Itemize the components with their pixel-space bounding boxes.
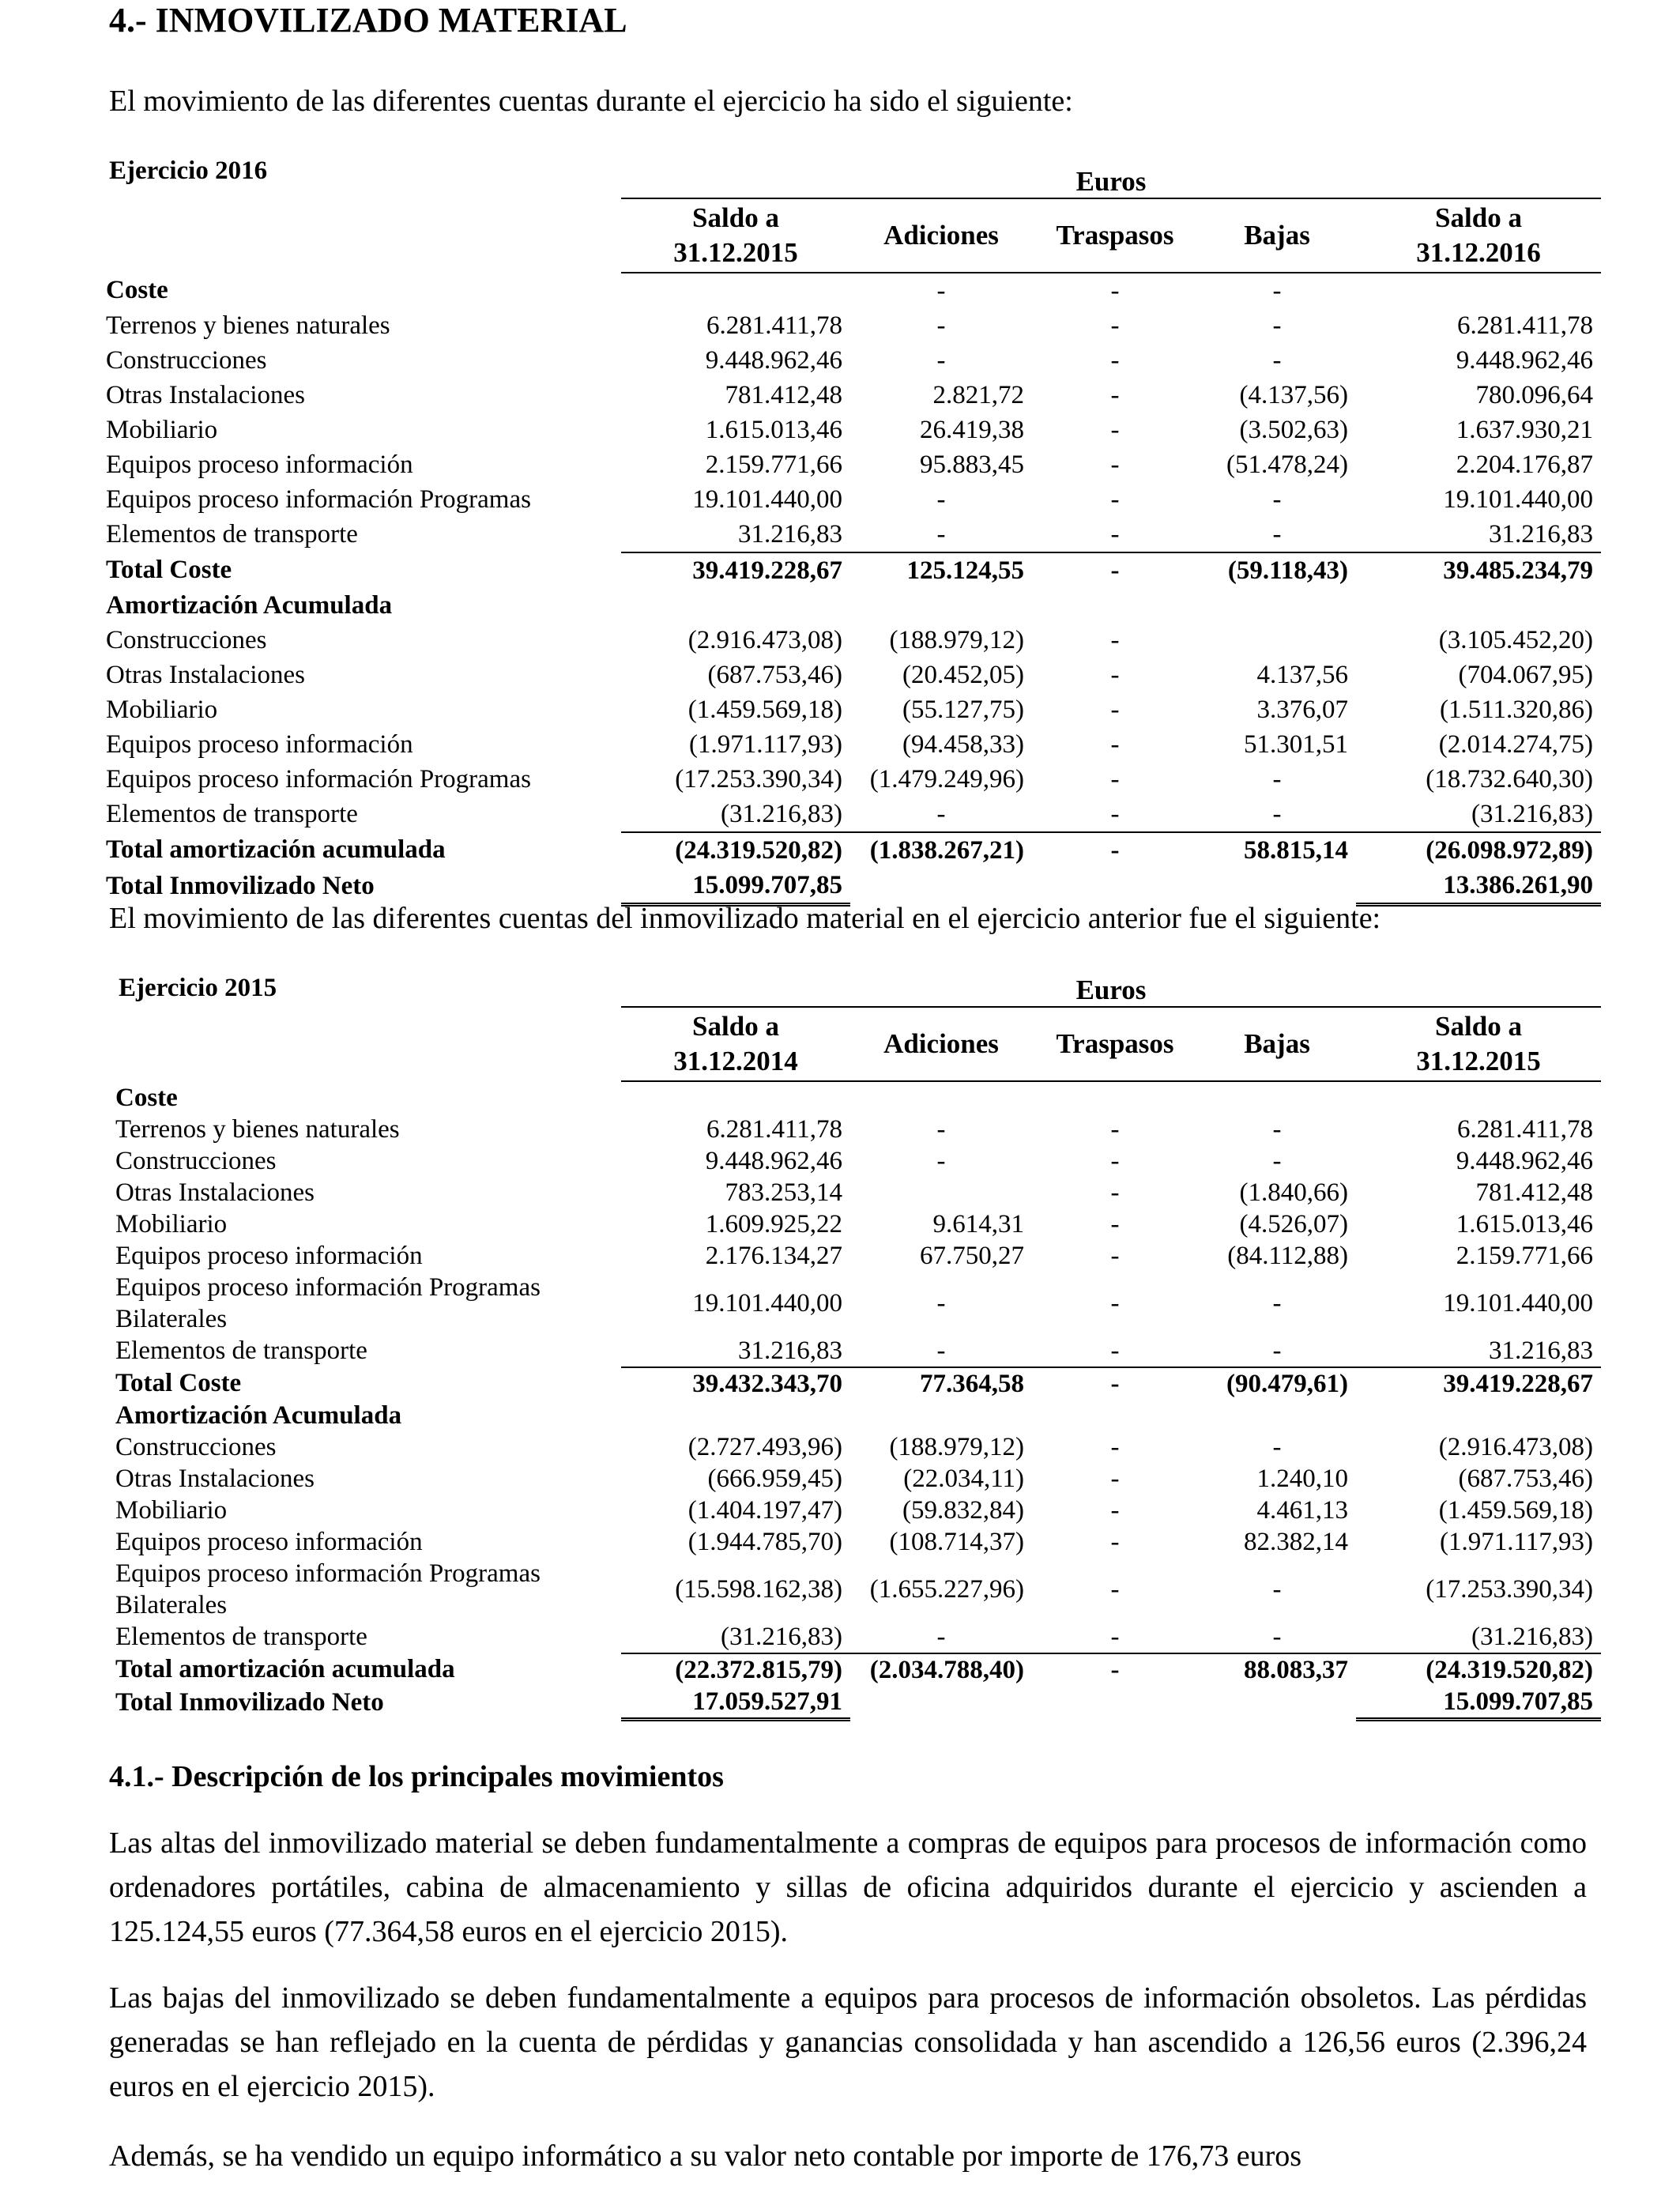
cell: - [1110,1574,1120,1604]
cell: (55.127,75) [902,695,1024,724]
paragraph: Además, se ha vendido un equipo informático a su valor neto contable por importe de 176,73 euros [109,2139,1302,2173]
cell: 6.281.411,78 [1456,1114,1594,1144]
cell: - [1272,1146,1282,1175]
cell: 15.099.707,85 [621,868,850,905]
cell: - [1110,1432,1120,1461]
cell: 9.614,31 [932,1209,1024,1238]
cell: (26.098.972,89) [1356,832,1601,868]
table-row [115,1081,1601,1114]
cell [1198,623,1356,658]
cell: 1.609.925,22 [705,1209,842,1238]
cell: - [1110,1241,1120,1270]
cell: - [936,799,946,828]
subheading: 4.1.- Descripción de los principales movimientos [109,1760,724,1793]
cell: 4.461,13 [1256,1495,1348,1525]
cell: 9.448.962,46 [705,1146,842,1175]
cell: (31.216,83) [1471,1622,1594,1651]
cell: 95.883,45 [920,450,1024,479]
cell: (84.112,88) [1227,1241,1348,1270]
cell: (4.526,07) [1239,1209,1348,1238]
cell: (1.404.197,47) [687,1495,842,1525]
col-saldo-final: Saldo a 31.12.2015 [1356,1007,1601,1081]
amort-label: Amortización Acumulada [106,590,393,620]
cell: 6.281.411,78 [1456,311,1594,340]
row-label: Total amortización acumulada [115,1655,455,1683]
cell: (666.959,45) [707,1464,842,1493]
cell: - [936,1622,946,1651]
row-label: Total Inmovilizado Neto [115,1687,384,1717]
cell: (22.372.815,79) [621,1653,850,1686]
cell: 2.159.771,66 [705,450,842,479]
cell: (1.838.267,21) [850,832,1032,868]
total-neto-row [106,868,1601,905]
cell: 2.159.771,66 [1456,1241,1594,1270]
cell: (2.916.473,08) [687,625,842,654]
cell: 19.101.440,00 [1443,1288,1594,1318]
cell: (51.478,24) [1226,450,1348,479]
cell: 4.137,56 [1256,660,1348,689]
cell: - [936,1288,946,1318]
cell: - [936,484,946,514]
total-coste-row [115,1367,1601,1400]
cell: (3.105.452,20) [1438,625,1594,654]
row-label: Terrenos y bienes naturales [106,311,390,340]
row-label: Equipos proceso información Programas [106,764,531,794]
cell: - [1110,625,1120,654]
cell: - [1110,764,1120,794]
cell: - [1110,276,1120,305]
intro-2015: El movimiento de las diferentes cuentas del inmovilizado material en el ejercicio anterior fue el siguiente: [109,902,1381,935]
cell: 19.101.440,00 [692,484,842,514]
row-label: Construcciones [106,345,267,375]
cell: - [1110,1622,1120,1651]
cell: - [936,1114,946,1144]
cell: (1.944.785,70) [687,1527,842,1556]
cell: - [1110,311,1120,340]
cell: (1.971.117,93) [688,729,842,759]
cell: (1.479.249,96) [869,764,1024,794]
cell: - [1272,519,1282,548]
cell: - [1110,660,1120,689]
cell: (1.459.569,18) [687,695,842,724]
cell: 77.364,58 [850,1367,1032,1400]
cell: - [1110,519,1120,548]
table-row [115,1145,1601,1177]
cell: - [1110,799,1120,828]
table-row [106,413,1601,447]
row-label: Otras Instalaciones [115,1464,315,1493]
cell: (31.216,83) [721,1622,842,1651]
cell: (94.458,33) [902,729,1024,759]
cell: 58.815,14 [1198,832,1356,868]
cell: (59.832,84) [902,1495,1024,1525]
row-label: Mobiliario [106,415,218,444]
row-label: Terrenos y bienes naturales [115,1114,400,1144]
table-row [106,588,1601,623]
cell: 39.485.234,79 [1356,552,1601,588]
year-label-2016: Ejercicio 2016 [109,156,268,185]
col-saldo-final: Saldo a 31.12.2016 [1356,198,1601,273]
total-coste-row [106,552,1601,588]
row-label: Construcciones [115,1146,277,1175]
cell: 780.096,64 [1475,380,1594,409]
table-row [115,1114,1601,1145]
table-row [115,1431,1601,1463]
cell: (2.014.274,75) [1438,729,1594,759]
table-2015 [115,974,1601,1721]
cell: 1.240,10 [1256,1464,1348,1493]
cell: - [1110,1336,1120,1365]
table-row [106,308,1601,343]
cell: (687.753,46) [707,660,842,689]
row-label: Construcciones [115,1432,277,1461]
cell: (2.727.493,96) [687,1432,842,1461]
table-row [115,1177,1601,1208]
cell: 6.281.411,78 [706,311,842,340]
cell: 1.615.013,46 [1456,1209,1594,1238]
cell: 31.216,83 [1489,1336,1594,1365]
table-row [115,1208,1601,1240]
cell: - [936,345,946,375]
paragraph: Las altas del inmovilizado material se deben fundamentalmente a compras de equipos para procesos de información como ordenadores portátiles, cabina de almacenamiento y sillas de oficina adquiridos durante el ejercicio y ascienden a 125.124,55 euros (77.364,58 euros en el ejercicio 2015). [109,1826,1587,1948]
row-label: Mobiliario [106,695,218,724]
col-traspasos: Traspasos [1032,1007,1198,1081]
cell: - [1110,1146,1120,1175]
cell: (3.502,63) [1239,415,1348,444]
cell: - [1110,1114,1120,1144]
cell: 2.821,72 [932,380,1024,409]
cell: - [1110,415,1120,444]
cell: - [1032,832,1198,868]
table-row [106,447,1601,482]
col-bajas: Bajas [1198,198,1356,273]
cell: 1.637.930,21 [1456,415,1594,444]
row-label: Equipos proceso información [115,1527,423,1556]
cell: 9.448.962,46 [705,345,842,375]
cell: 31.216,83 [738,519,842,548]
cell: 6.281.411,78 [706,1114,842,1144]
cell: - [1272,311,1282,340]
section-heading: 4.- INMOVILIZADO MATERIAL [109,1,627,40]
cell: - [1110,1209,1120,1238]
table-row [115,1495,1601,1526]
cell: 125.124,55 [850,552,1032,588]
amort-label: Amortización Acumulada [115,1400,402,1430]
cell: - [1110,1464,1120,1493]
table-row [115,1526,1601,1558]
cell: (2.916.473,08) [1438,1432,1594,1461]
table-row [115,1335,1601,1367]
row-label: Mobiliario [115,1495,228,1525]
cell: 9.448.962,46 [1456,345,1594,375]
cell: 31.216,83 [1489,519,1594,548]
table-row [106,517,1601,552]
col-saldo-inicial: Saldo a 31.12.2014 [621,1007,850,1081]
row-label: Mobiliario [115,1209,228,1238]
cell: (704.067,95) [1458,660,1594,689]
table-row [106,658,1601,692]
cell: 39.432.343,70 [621,1367,850,1400]
cell: (22.034,11) [903,1464,1024,1493]
table-row [106,623,1601,658]
row-label: Total Coste [115,1369,242,1397]
cell: (18.732.640,30) [1426,764,1594,794]
coste-label: Coste [115,1083,178,1112]
table-row [115,1400,1601,1431]
cell: - [1272,1574,1282,1604]
cell: - [1272,1432,1282,1461]
cell: 19.101.440,00 [1443,484,1594,514]
euros-header: Euros [621,974,1601,1007]
cell: 17.059.527,91 [621,1686,850,1720]
table-row [115,1621,1601,1653]
cell: (31.216,83) [1471,799,1594,828]
table-row [115,1463,1601,1495]
cell: (108.714,37) [889,1527,1024,1556]
cell: 88.083,37 [1198,1653,1356,1686]
row-label: Elementos de transporte [106,800,358,828]
cell: - [1272,345,1282,375]
cell: - [1032,1653,1198,1686]
cell: - [1110,729,1120,759]
col-adiciones: Adiciones [850,1007,1032,1081]
year-label-2015: Ejercicio 2015 [119,974,277,1002]
cell: - [1110,1288,1120,1318]
row-label: Equipos proceso información [115,1241,423,1270]
cell: - [1272,1336,1282,1365]
cell: (15.598.162,38) [675,1574,842,1604]
cell: - [1110,380,1120,409]
cell: - [1110,695,1120,724]
cell: - [936,311,946,340]
cell: (24.319.520,82) [1356,1653,1601,1686]
cell: - [1272,1288,1282,1318]
cell: (17.253.390,34) [1426,1574,1594,1604]
cell: - [936,1336,946,1365]
cell: (2.034.788,40) [850,1653,1032,1686]
cell: 781.412,48 [725,380,842,409]
row-label: Otras Instalaciones [115,1178,315,1207]
cell: (188.979,12) [889,1432,1024,1461]
cell: 2.176.134,27 [705,1241,842,1270]
cell: 1.615.013,46 [705,415,842,444]
col-saldo-inicial: Saldo a 31.12.2015 [621,198,850,273]
cell: - [1110,450,1120,479]
cell: 19.101.440,00 [692,1288,842,1318]
cell: - [1110,484,1120,514]
table-row [106,482,1601,517]
col-traspasos: Traspasos [1032,198,1198,273]
table-row [106,273,1601,308]
cell: 3.376,07 [1256,695,1348,724]
cell: 39.419.228,67 [621,552,850,588]
total-amort-row [115,1653,1601,1686]
cell: - [1272,1114,1282,1144]
row-label: Equipos proceso información Programas [106,484,531,514]
cell: - [936,276,946,305]
cell: 15.099.707,85 [1356,1686,1601,1720]
cell: 783.253,14 [725,1178,842,1207]
cell: - [1272,484,1282,514]
cell: (1.459.569,18) [1438,1495,1594,1525]
table-row [106,692,1601,727]
col-adiciones: Adiciones [850,198,1032,273]
cell: (1.840,66) [1239,1178,1348,1207]
cell: - [1272,764,1282,794]
cell: (17.253.390,34) [675,764,842,794]
cell: 26.419,38 [920,415,1024,444]
table-row [115,1558,1601,1621]
cell: - [1032,552,1198,588]
paragraph: Las bajas del inmovilizado se deben fundamentalmente a equipos para procesos de información obsoletos. Las pérdidas generadas se han reflejado en la cuenta de pérdidas y ganancias consolidada y han ascendido a 126,56 euros (2.396,24 euros en el ejercicio 2015). [109,1981,1587,2103]
cell: - [1272,799,1282,828]
cell: - [1272,276,1282,305]
cell: 2.204.176,87 [1456,450,1594,479]
row-label: Otras Instalaciones [106,660,305,689]
col-bajas: Bajas [1198,1007,1356,1081]
table-2016 [106,166,1601,907]
cell: 39.419.228,67 [1356,1367,1601,1400]
cell: (687.753,46) [1458,1464,1594,1493]
row-label: Equipos proceso información [106,450,413,479]
total-amort-row [106,832,1601,868]
total-neto-row [115,1686,1601,1720]
cell: - [936,519,946,548]
cell: 9.448.962,46 [1456,1146,1594,1175]
cell: - [1110,1495,1120,1525]
table-row [106,762,1601,797]
row-label: Equipos proceso información Programas Bilaterales [115,1273,541,1333]
row-label: Elementos de transporte [115,1336,367,1365]
row-label: Elementos de transporte [106,520,358,548]
cell: - [1032,1367,1198,1400]
row-label: Equipos proceso información [106,729,413,759]
cell: 781.412,48 [1475,1178,1594,1207]
row-label: Total Inmovilizado Neto [106,871,375,900]
cell: - [936,1146,946,1175]
cell: - [1272,1622,1282,1651]
table-row [115,1272,1601,1335]
cell: 31.216,83 [738,1336,842,1365]
cell: (1.655.227,96) [869,1574,1024,1604]
cell: (24.319.520,82) [621,832,850,868]
cell: 51.301,51 [1244,729,1348,759]
intro-2016: El movimiento de las diferentes cuentas durante el ejercicio ha sido el siguiente: [109,85,1073,118]
cell: - [1110,1178,1120,1207]
cell: (59.118,43) [1198,552,1356,588]
cell: (90.479,61) [1198,1367,1356,1400]
cell: - [1110,345,1120,375]
row-label: Construcciones [106,625,267,654]
coste-label: Coste [106,276,168,304]
row-label: Otras Instalaciones [106,380,305,409]
cell: 13.386.261,90 [1356,868,1601,905]
row-label: Equipos proceso información Programas Bilaterales [115,1559,541,1619]
cell: (1.511.320,86) [1440,695,1594,724]
cell: (4.137,56) [1239,380,1348,409]
cell: 67.750,27 [920,1241,1024,1270]
cell: (1.971.117,93) [1440,1527,1594,1556]
euros-header: Euros [621,166,1601,198]
cell: (20.452,05) [902,660,1024,689]
table-row [115,1240,1601,1272]
cell [850,1177,1032,1208]
cell: - [1110,1527,1120,1556]
table-row [106,727,1601,762]
row-label: Total amortización acumulada [106,835,446,864]
row-label: Total Coste [106,556,232,584]
table-row [106,378,1601,413]
table-row [106,343,1601,378]
cell: (31.216,83) [721,799,842,828]
cell: 82.382,14 [1244,1527,1348,1556]
row-label: Elementos de transporte [115,1623,367,1651]
cell: (188.979,12) [889,625,1024,654]
table-row [106,797,1601,832]
